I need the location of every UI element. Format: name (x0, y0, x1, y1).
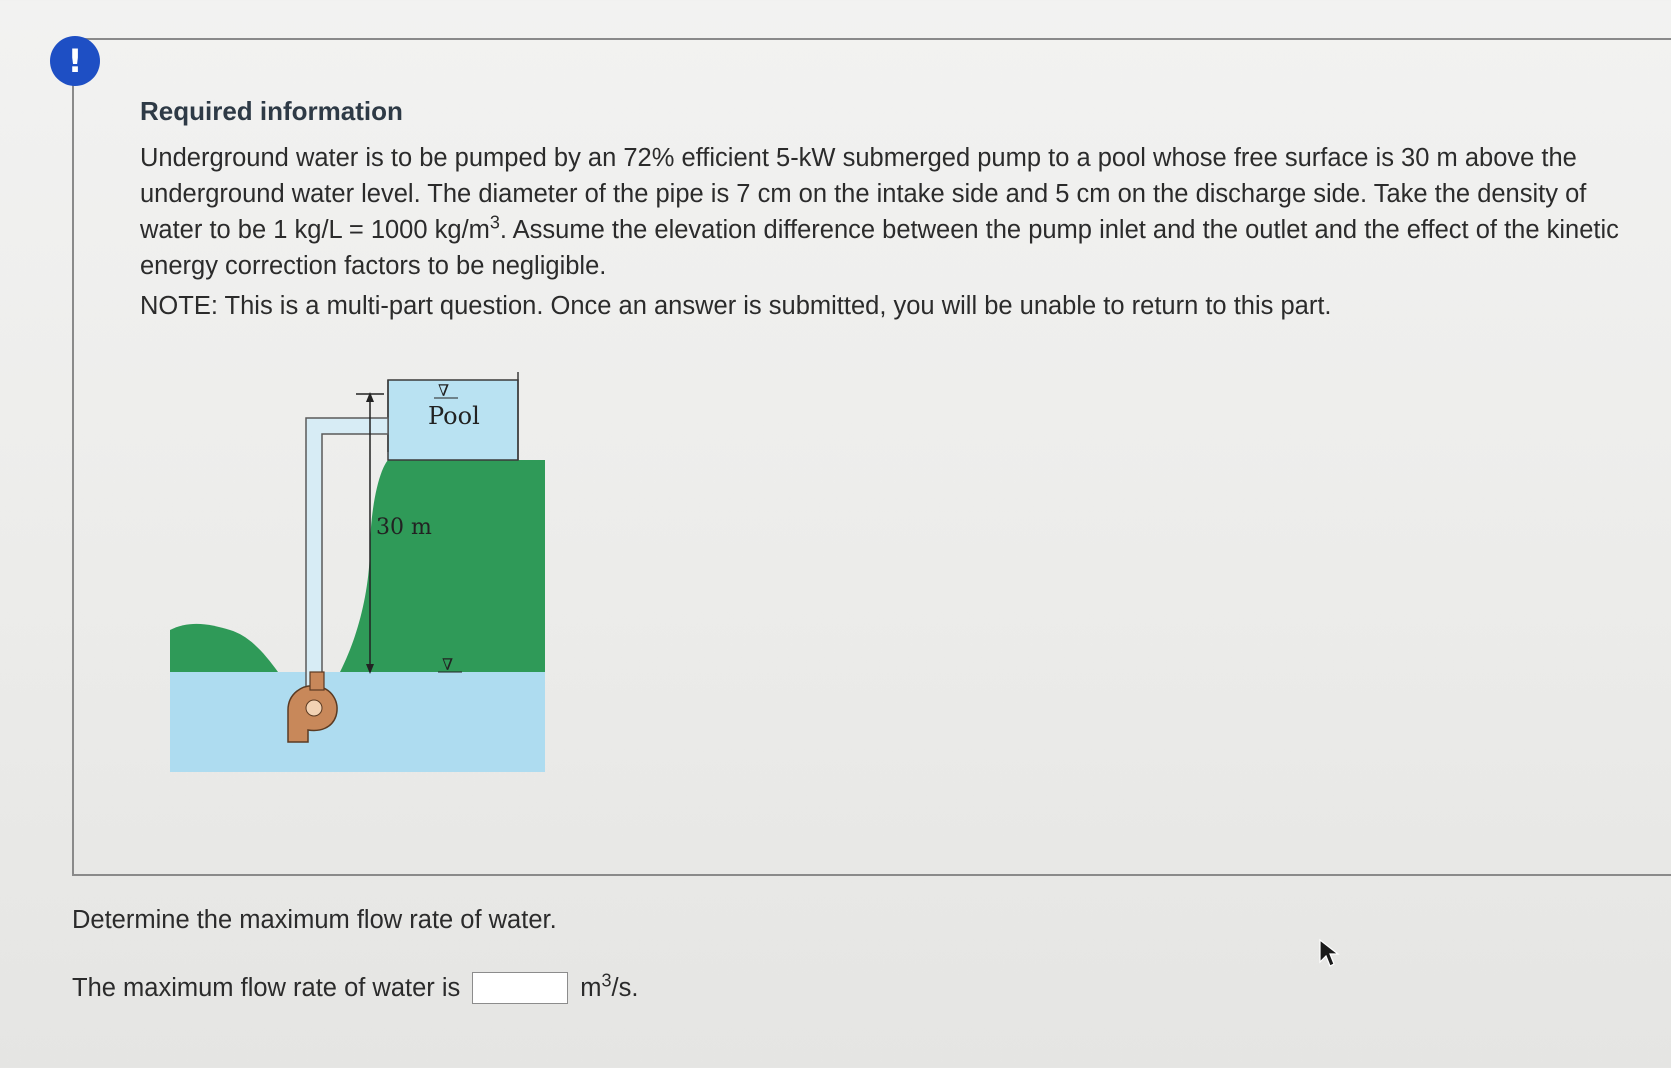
problem-text-superscript: 3 (489, 212, 500, 233)
answer-line (72, 972, 638, 1004)
problem-text-part1: Underground water is to be pumped by an 72% efficient 5-kW submerged pump to a pool whose free surface is 30 m above the underground water level. The diameter of the pipe is 7 cm on the intake side and 5 cm on the discharge side. Take the density of water to be 1 kg/L = 1000 kg/m (140, 144, 1587, 244)
answer-unit-suffix: /s. (611, 973, 639, 1002)
answer-unit-base: m (580, 973, 602, 1002)
required-info-title: Required information (140, 96, 403, 126)
problem-statement (140, 140, 1620, 284)
height-label: 30 m (376, 515, 432, 540)
problem-text-part2: . Assume the elevation difference between the pump inlet and the outlet and the effect of the kinetic energy correction factors to be negligible. (140, 216, 1619, 280)
pool-surface-symbol: ∇ (438, 381, 450, 400)
groundwater-surface-symbol: ∇ (442, 655, 454, 674)
question-prompt: Determine the maximum flow rate of water. (72, 906, 557, 934)
answer-unit-superscript: 3 (601, 970, 612, 990)
multi-part-note: NOTE: This is a multi-part question. Once an answer is submitted, you will be unable to return to this part. (140, 292, 1332, 320)
pool-label: Pool (428, 402, 480, 430)
flow-rate-answer-input[interactable] (472, 972, 568, 1004)
pump-pool-diagram (170, 372, 550, 804)
pump-pool-figure (170, 372, 550, 804)
answer-unit (580, 970, 639, 1003)
answer-prefix: The maximum flow rate of water is (72, 973, 461, 1002)
mouse-pointer-icon (1318, 938, 1340, 970)
underground-water (170, 672, 545, 772)
left-ground (170, 624, 278, 672)
exclamation-icon: ! (50, 36, 100, 86)
